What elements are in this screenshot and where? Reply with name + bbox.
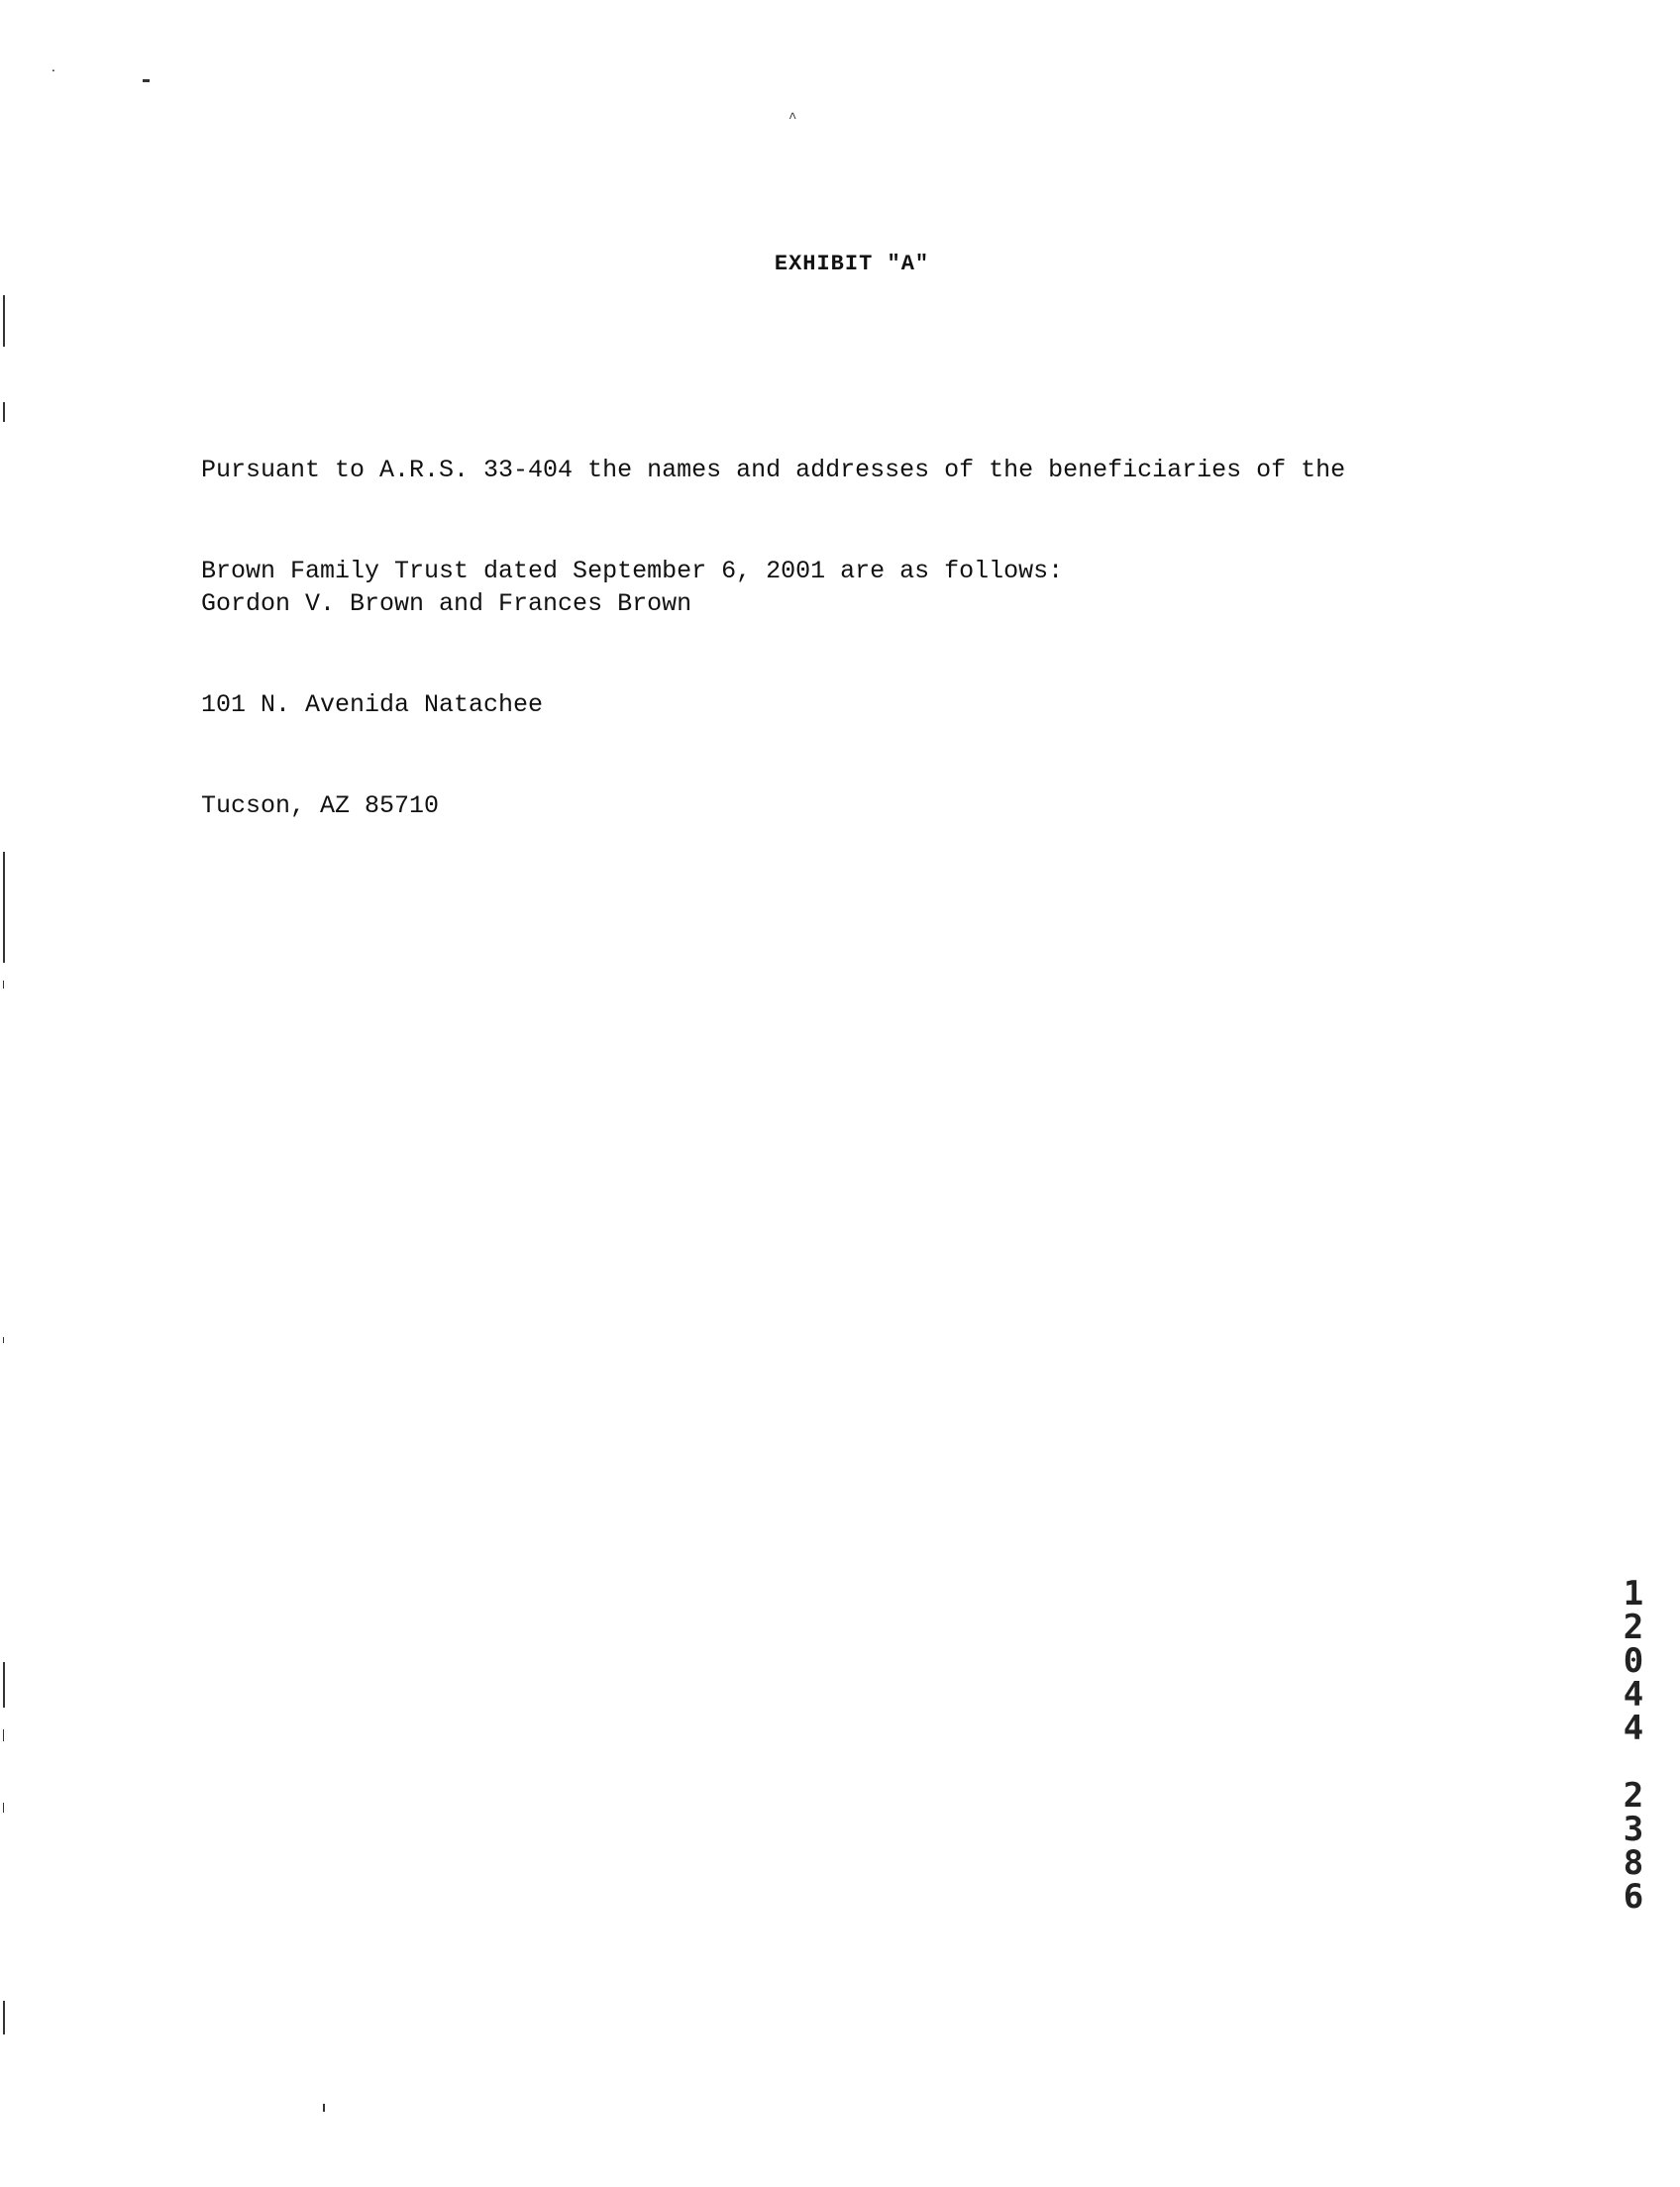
street-address: 101 N. Avenida Natachee [201, 690, 544, 719]
paragraph-line: Pursuant to A.R.S. 33-404 the names and addresses of the beneficiaries of the [201, 456, 1346, 484]
scan-edge-line [3, 1729, 4, 1741]
scan-artifact: ^ [788, 111, 797, 127]
scan-artifact [323, 2104, 325, 2112]
scan-artifact [143, 79, 150, 82]
scan-edge-line [3, 1662, 5, 1708]
beneficiary-address [201, 520, 691, 890]
scan-edge-line [3, 402, 5, 422]
recording-number-stamp-part-1 [1611, 1574, 1656, 1748]
stamp-digit: 6 [1623, 1877, 1644, 1917]
exhibit-title: EXHIBIT "A" [774, 252, 930, 276]
stamp-digit: 3 [1623, 1810, 1644, 1849]
scan-edge-line [3, 852, 5, 963]
recording-number-stamp-part-2 [1611, 1776, 1656, 1917]
stamp-digit: 0 [1623, 1641, 1644, 1681]
scan-edge-line [3, 1337, 4, 1343]
stamp-digit: 1 [1623, 1574, 1644, 1614]
scan-edge-line [3, 2001, 5, 2034]
stamp-digit: 8 [1623, 1843, 1644, 1883]
city-state-zip: Tucson, AZ 85710 [201, 791, 440, 820]
beneficiary-names: Gordon V. Brown and Frances Brown [201, 589, 692, 618]
stamp-digit: 2 [1623, 1608, 1644, 1647]
stamp-digit: 2 [1623, 1776, 1644, 1816]
scan-artifact: ⸳ [52, 62, 55, 78]
paragraph-line: Brown Family Trust dated September 6, 2001 are as follows: [201, 557, 1064, 585]
scan-edge-line [3, 295, 5, 347]
stamp-digit: 4 [1623, 1675, 1644, 1715]
stamp-digit: 4 [1623, 1709, 1644, 1748]
scan-edge-line [3, 981, 4, 989]
scan-edge-line [3, 1803, 4, 1813]
